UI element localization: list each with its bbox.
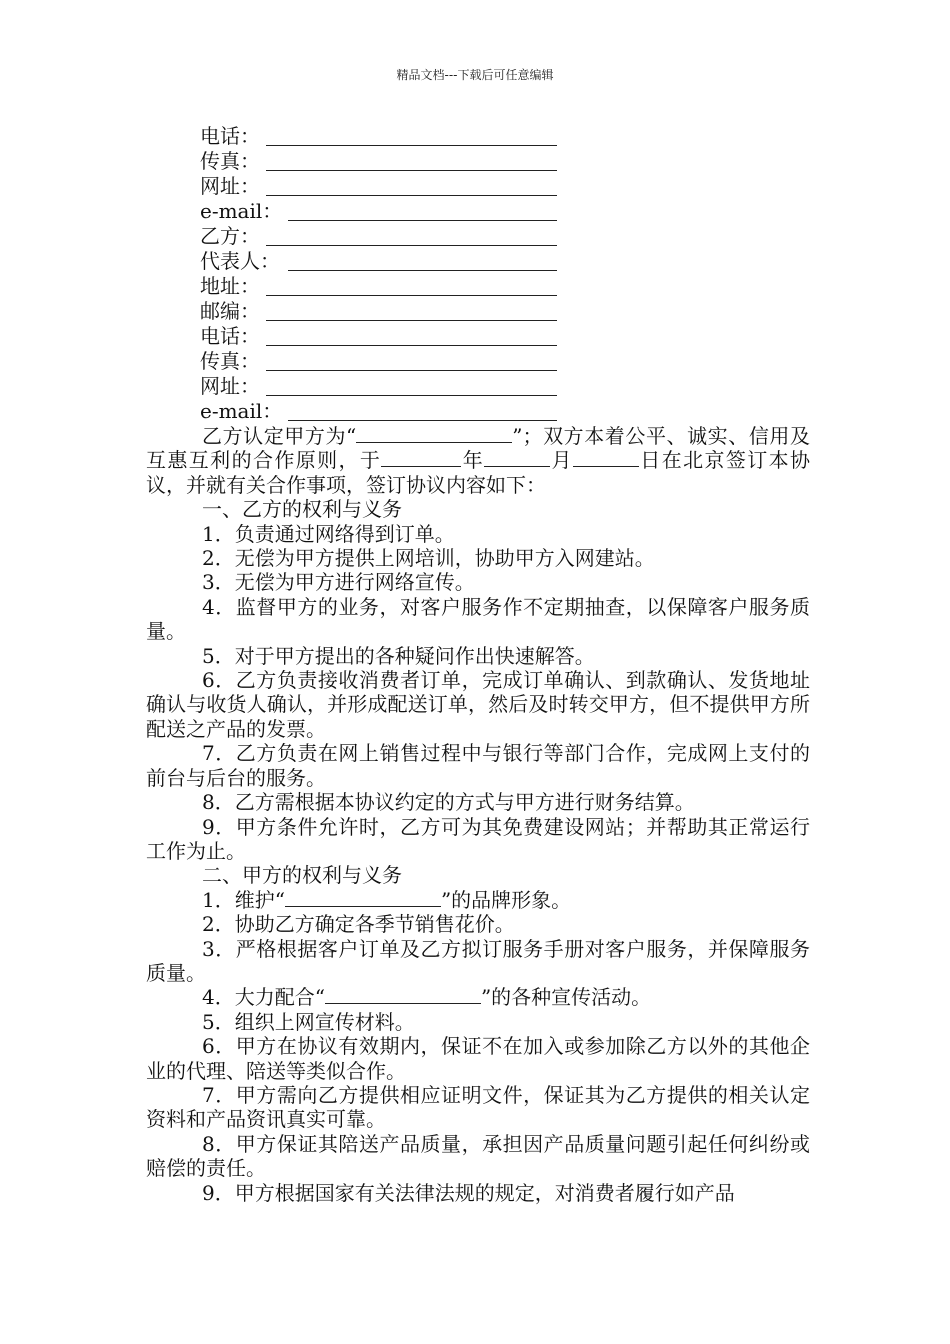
field-email-b: [200, 399, 282, 424]
field-postcode: [200, 299, 282, 324]
field-party-b: [200, 224, 282, 249]
header-watermark: 精品文档---下载后可任意编辑: [396, 68, 554, 82]
section-2-item: 3．严格根据客户订单及乙方拟订服务手册对客户服务，并保障服务质量。: [146, 936, 810, 985]
agreement-body: [146, 424, 810, 1205]
intro-text: 日在北京签订本协议，并就有关合作事项，签订协议内容如下：: [146, 448, 811, 497]
fill-line: [266, 345, 557, 346]
field-fax-b: [200, 349, 282, 374]
section-2-item: 6．甲方在协议有效期内，保证不在加入或参加除乙方以外的其他企业的代理、陪送等类似合作。: [146, 1034, 810, 1083]
section-1-item: 1．负责通过网络得到订单。: [202, 521, 455, 546]
field-label: 地址：: [200, 274, 260, 298]
section-2-item: 2．协助乙方确定各季节销售花价。: [202, 912, 515, 937]
fill-line: [266, 245, 557, 246]
blank-brand-name: [285, 888, 441, 907]
field-representative: [200, 249, 282, 274]
field-label: 网址：: [200, 374, 260, 398]
section-1-item: 6．乙方负责接收消费者订单，完成订单确认、到款确认、发货地址确认与收货人确认，并形成配送订单，然后及时转交甲方，但不提供甲方所配送之产品的发票。: [146, 668, 810, 741]
fill-line: [266, 320, 557, 321]
field-label: 电话：: [200, 124, 260, 148]
blank-brand-name: [325, 985, 481, 1004]
item-text: 4．大力配合“: [202, 985, 325, 1010]
item-text: ”的各种宣传活动。: [480, 985, 652, 1010]
section-1-title: 一、乙方的权利与义务: [202, 497, 402, 522]
section-2-item: [146, 888, 810, 912]
section-2-item: 5．组织上网宣传材料。: [202, 1009, 415, 1034]
field-label: 代表人：: [200, 249, 280, 273]
blank-month: [484, 448, 550, 467]
blank-party-a-name: [356, 424, 512, 443]
field-fax: [200, 149, 282, 174]
intro-paragraph: [146, 424, 810, 497]
section-1-item: 5．对于甲方提出的各种疑问作出快速解答。: [202, 643, 595, 668]
fill-line: [266, 195, 557, 196]
field-label: 邮编：: [200, 299, 260, 323]
fill-line: [266, 145, 557, 146]
blank-day: [573, 448, 639, 467]
section-1-item: 3．无偿为甲方进行网络宣传。: [202, 570, 475, 595]
section-1-item: 4．监督甲方的业务，对客户服务作不定期抽查，以保障客户服务质量。: [146, 594, 810, 644]
field-label: 传真：: [200, 149, 260, 173]
fill-line: [266, 170, 557, 171]
fill-line: [266, 395, 557, 396]
fill-line: [266, 295, 557, 296]
section-2-item: 9．甲方根据国家有关法律法规的规定，对消费者履行如产品: [202, 1180, 735, 1205]
section-2-item: 7．甲方需向乙方提供相应证明文件，保证其为乙方提供的相关认定资料和产品资讯真实可靠。: [146, 1082, 810, 1132]
field-phone: [200, 124, 282, 149]
intro-text: 年: [461, 448, 485, 473]
blank-year: [381, 448, 461, 467]
fill-line: [266, 370, 557, 371]
field-label: 乙方：: [200, 224, 260, 248]
field-website-b: [200, 374, 282, 399]
field-label: 网址：: [200, 174, 260, 198]
field-label: 传真：: [200, 349, 260, 373]
field-email: [200, 199, 282, 224]
section-1-item: 7．乙方负责在网上销售过程中与银行等部门合作，完成网上支付的前台与后台的服务。: [146, 741, 810, 790]
field-address: [200, 274, 282, 299]
field-website: [200, 174, 282, 199]
intro-text: 月: [550, 448, 573, 473]
field-label: e-mail：: [200, 199, 283, 223]
section-2-title: 二、甲方的权利与义务: [202, 863, 402, 888]
fill-line: [288, 270, 557, 271]
fill-line: [288, 420, 557, 421]
section-1-item: 8．乙方需根据本协议约定的方式与甲方进行财务结算。: [202, 790, 695, 815]
contact-fields: [200, 124, 282, 424]
section-2-item: [146, 985, 810, 1009]
section-1-item: 2．无偿为甲方提供上网培训，协助甲方入网建站。: [202, 546, 655, 571]
field-label: e-mail：: [200, 399, 283, 423]
section-2-item: 8．甲方保证其陪送产品质量，承担因产品质量问题引起任何纠纷或赔偿的责任。: [146, 1131, 810, 1181]
intro-text: ”；双方本着公平、诚实、信用及互惠互利的合作原则，于: [146, 424, 810, 473]
fill-line: [288, 220, 557, 221]
section-1-item: 9．甲方条件允许时，乙方可为其免费建设网站；并帮助其正常运行工作为止。: [146, 814, 810, 863]
intro-text: 乙方认定甲方为“: [202, 424, 357, 448]
field-label: 电话：: [200, 324, 260, 348]
item-text: 1．维护“: [202, 887, 285, 912]
field-phone-b: [200, 324, 282, 349]
item-text: ”的品牌形象。: [440, 887, 572, 912]
